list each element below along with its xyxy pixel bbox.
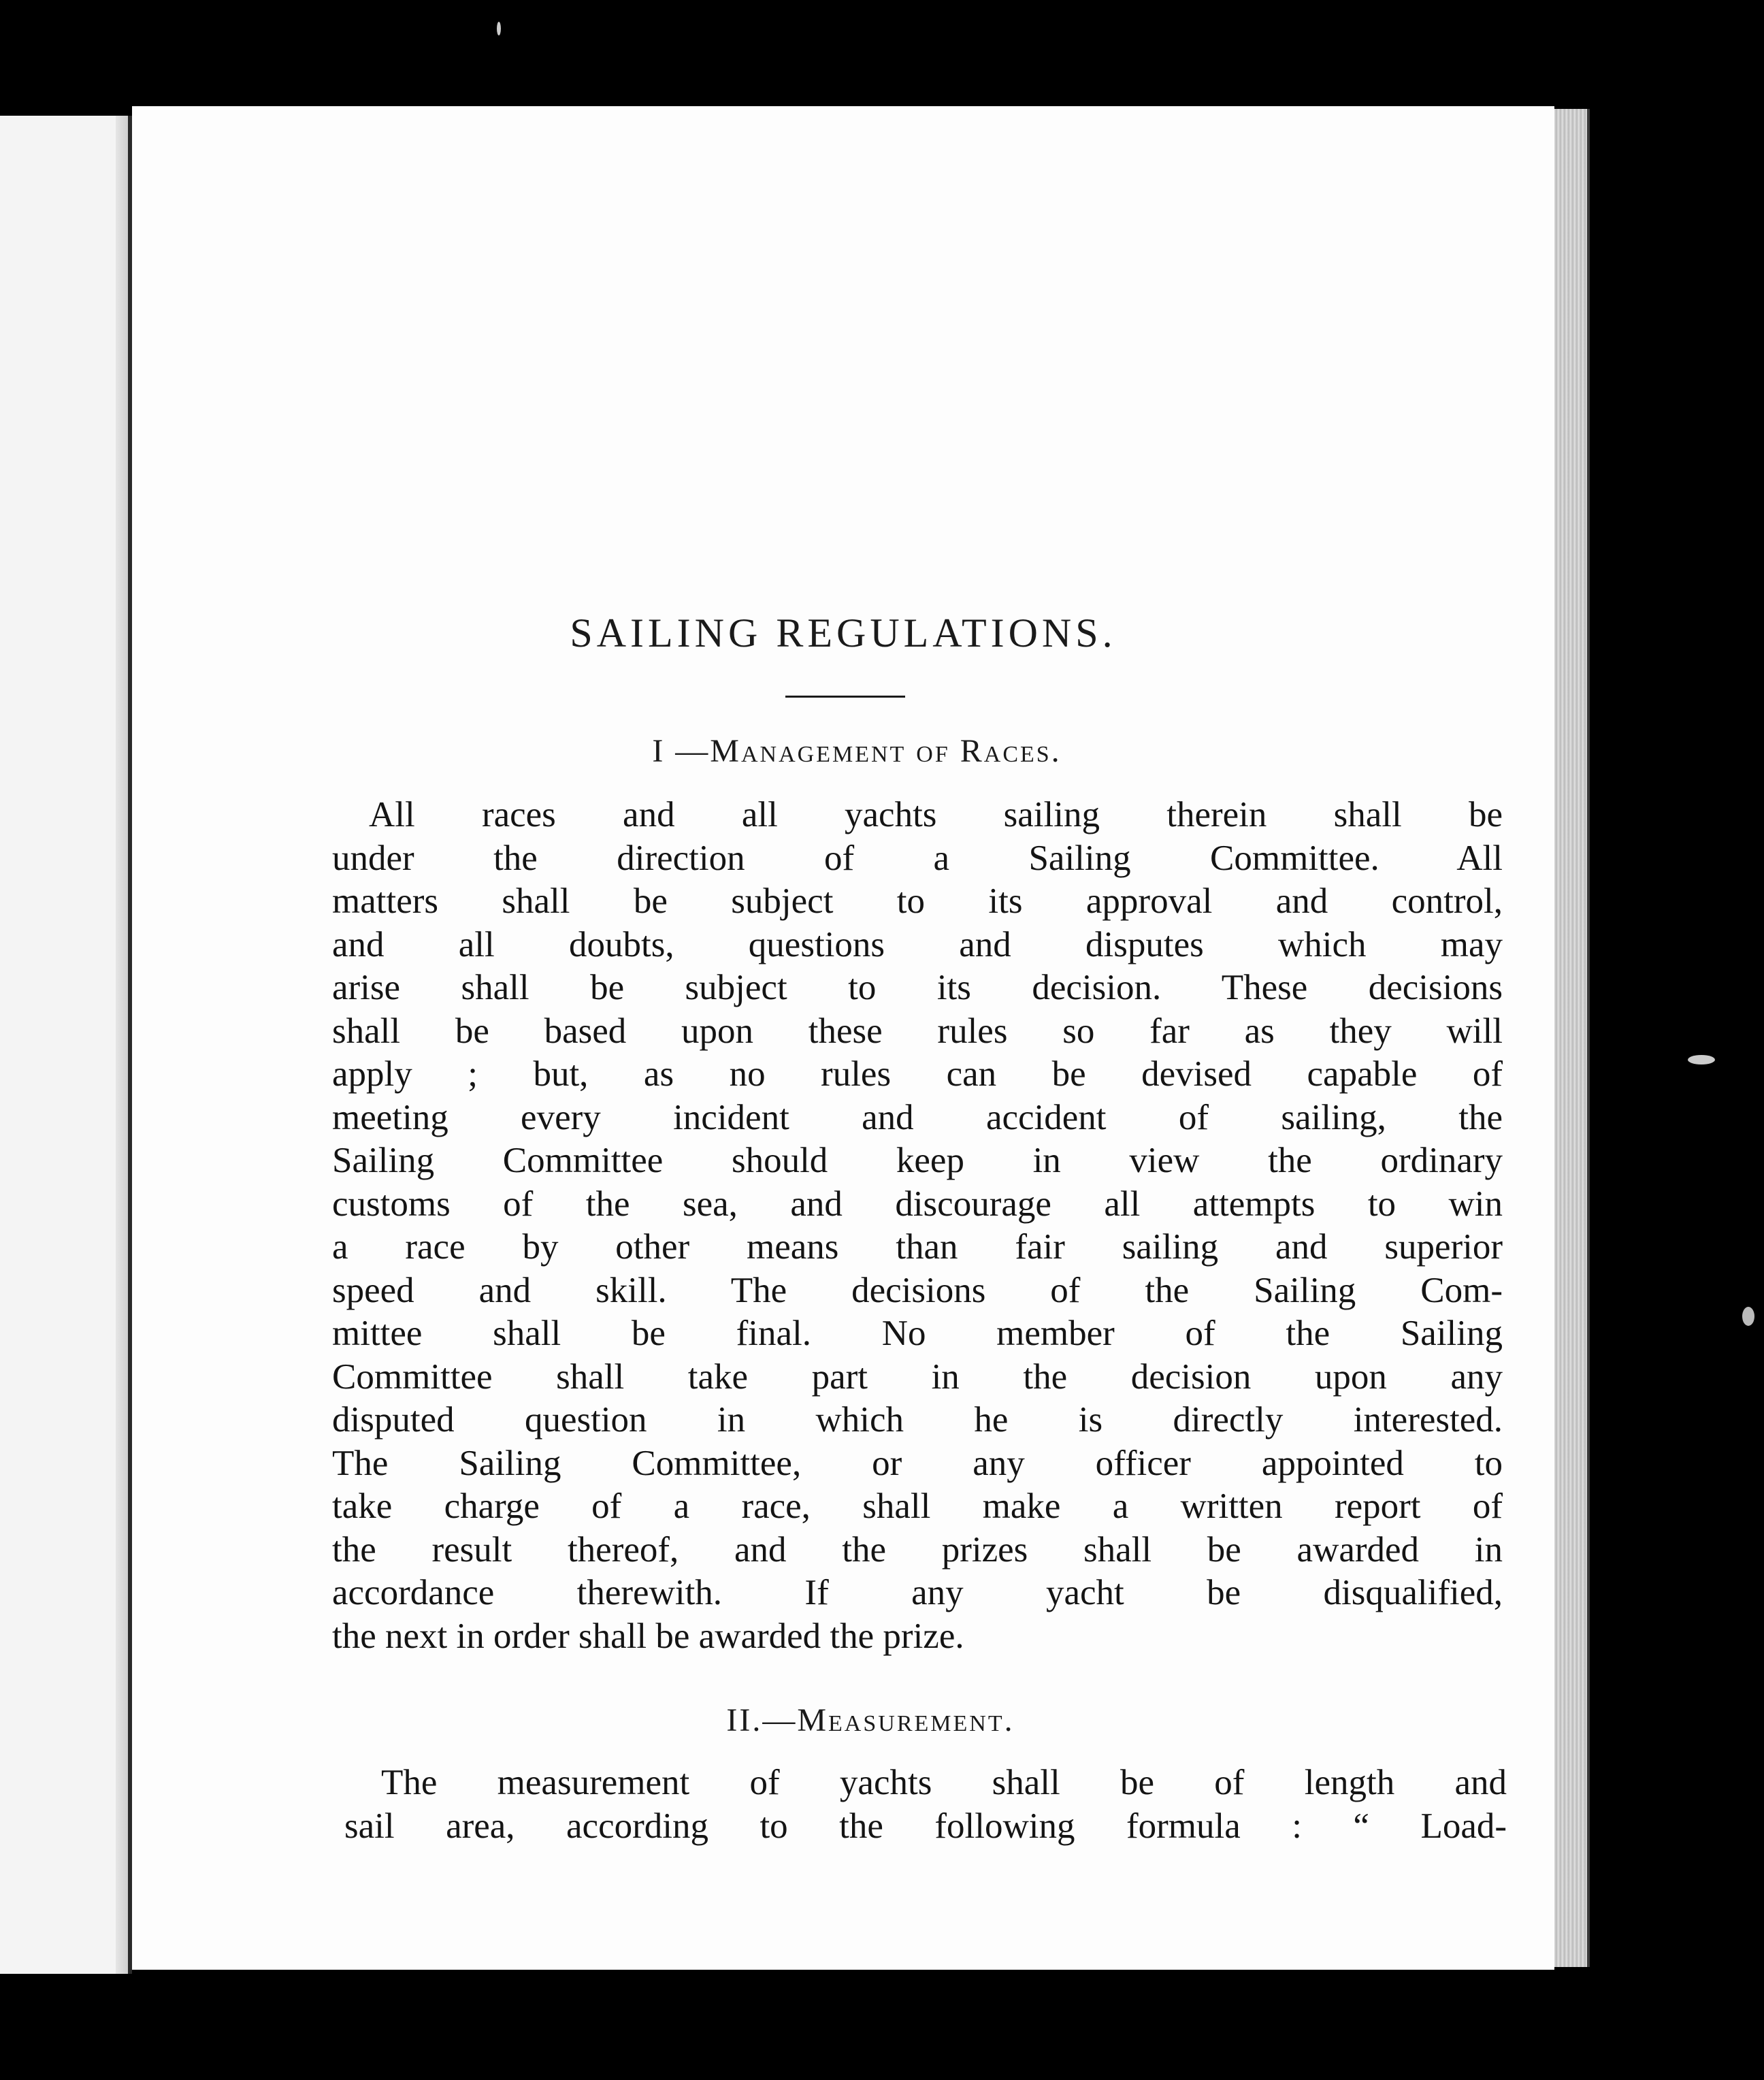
text-line: the result thereof, and the prizes shall be awarded in [332,1529,1503,1570]
text-line: the next in order shall be awarded the prize. [332,1616,964,1656]
title-rule [785,696,905,698]
text-line: apply ; but, as no rules can be devised capable of [332,1054,1503,1094]
scan-speck [1742,1307,1754,1326]
text-line: All races and all yachts sailing therein shall be [369,795,1503,834]
scan-speck [497,22,501,35]
section-heading-measurement: II.—Measurement. [726,1702,1015,1738]
section-heading-management: I —Management of Races. [652,733,1062,769]
text-line: The measurement of yachts shall be of length and [381,1763,1507,1802]
text-line: meeting every incident and accident of sailing, the [332,1097,1503,1137]
text-line: accordance therewith. If any yacht be disqualified, [332,1573,1503,1612]
page-gutter [116,116,128,1974]
text-line: arise shall be subject to its decision. These decisions [332,968,1503,1007]
page-title: SAILING REGULATIONS. [570,611,1117,655]
scan-speck [1688,1055,1715,1065]
text-line: speed and skill. The decisions of the Sailing Com- [332,1270,1503,1310]
text-line: under the direction of a Sailing Committee. All [332,838,1503,878]
book-page [132,106,1554,1970]
text-line: shall be based upon these rules so far as they will [332,1011,1503,1051]
paragraph-measurement [344,1761,1507,1848]
text-line: matters shall be subject to its approval and control, [332,881,1503,921]
text-line: sail area, according to the following formula : “ Load- [344,1806,1507,1846]
text-line: Committee shall take part in the decision upon any [332,1356,1503,1397]
text-line: customs of the sea, and discourage all attempts to win [332,1184,1503,1224]
text-line: a race by other means than fair sailing and superior [332,1227,1503,1267]
text-line: Sailing Committee should keep in view the ordinary [332,1141,1503,1180]
facing-page-edge [0,116,132,1974]
book-page-edges [1554,109,1590,1967]
text-line: and all doubts, questions and disputes which may [332,924,1503,964]
text-line: The Sailing Committee, or any officer appointed to [332,1443,1503,1483]
text-line: take charge of a race, shall make a written report of [332,1486,1503,1526]
text-line: mittee shall be final. No member of the Sailing [332,1314,1503,1353]
text-line: disputed question in which he is directly interested. [332,1400,1503,1440]
paragraph-management [332,794,1503,1658]
